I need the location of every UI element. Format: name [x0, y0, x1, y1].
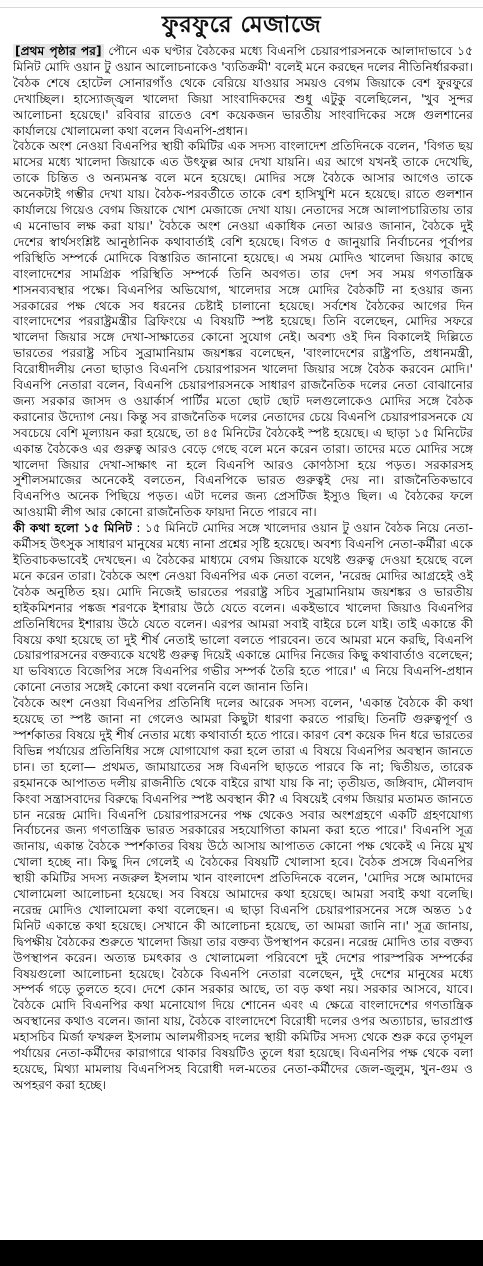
- headline-container: [0, 8, 483, 42]
- paragraph-4: বৈঠকে অংশ নেওয়া বিএনপির প্রতিনিধি দলের আরেক সদস্য বলেন, 'একান্ত বৈঠকে কী কথা হয়েছে তা স্পষ্ট জানা না গেলেও আমরা কিছুটা ধারণা করতে পারছি। তিনটি গুরুত্বপূর্ণ ও স্পর্শকাতর বিষয়ে দুই শীর্ষ নেতার মধ্যে কথাবার্তা হতে পারে। কারণ বেশ কয়েক দিন ধরে ভারতের বিভিন্ন পর্যায়ের প্রতিনিধির সঙ্গে যোগাযোগ করা হলে তারা এ বিষয়ে বিএনপির অবস্থান জানতে চান। তা হলো— প্রথমত, জামায়াতের সঙ্গ বিএনপি ছাড়তে পারবে কি না; দ্বিতীয়ত, তারেক রহমানকে আপাতত দলীয় রাজনীতি থেকে বাইরে রাখা যায় কি না; তৃতীয়ত, জঙ্গিবাদ, মৌলবাদ কিংবা সন্ত্রাসবাদের বিরুদ্ধে বিএনপির স্পষ্ট অবস্থান কী? এ বিষয়েই বেগম জিয়ার মতামত জানতে চান নরেন্দ্র মোদি। বিএনপি চেয়ারপারসনের পক্ষ থেকেও সবার অংশগ্রহণে একটি গ্রহণযোগ্য নির্বাচনের জন্য গণতান্ত্রিক ভারত সরকারের সহযোগিতা কামনা করা হতে পারে।' বিএনপি সূত্র জানায়, একান্ত বৈঠকে স্পর্শকাতর বিষয় উঠে আসায় আপাতত কোনো পক্ষ থেকেই এ নিয়ে মুখ খোলা হচ্ছে না। কিছু দিন গেলেই এ বৈঠকের বিষয়টি খোলাসা হবে। বৈঠক প্রসঙ্গে বিএনপির স্থায়ী কমিটির সদস্য নজরুল ইসলাম খান বাংলাদেশ প্রতিদিনকে বলেন, 'মোদির সঙ্গে আমাদের খোলামেলা আলোচনা হয়েছে। সব বিষয়ে আমাদের কথা হয়েছে। আমরা সবাই কথা বলেছি। নরেন্দ্র মোদিও খোলামেলা কথা বলেছেন। এ ছাড়া বিএনপি চেয়ারপারসনের সঙ্গে অন্তত ১৫ মিনিট একান্তে কথা হয়েছে। সেখানে কী আলোচনা হয়েছে, তা আমরা জানি না।' সূত্র জানায়, দ্বিপক্ষীয় বৈঠকের শুরুতে খালেদা জিয়া তার বক্তব্য উপস্থাপন করেন। নরেন্দ্র মোদিও তার বক্তব্য উপস্থাপন করেন। অত্যন্ত চমৎকার ও খোলামেলা পরিবেশে দুই দেশের পারস্পরিক সম্পর্কের বিষয়গুলো আলোচনা হয়েছে। বৈঠকে বিএনপি নেতারা বলেছেন, দুই দেশের মানুষের মধ্যে সম্পর্ক গড়ে তুলতে হবে। দেশে কোন সরকার আছে, তা বড় কথা নয়। সরকার আসবে, যাবে। বৈঠকে মোদি বিএনপির কথা মনোযোগ দিয়ে শোনেন এবং এ ক্ষেত্রে বাংলাদেশের গণতান্ত্রিক অবস্থানের কথাও বলেন। জানা যায়, বৈঠকে বাংলাদেশে বিরোধী দলের ওপর অত্যাচার, ভারপ্রাপ্ত মহাসচিব মির্জা ফখরুল ইসলাম আলমগীরসহ দলের স্থায়ী কমিটির সদস্য থেকে শুরু করে তৃণমূল পর্যায়ের নেতা-কর্মীদের কারাগারে থাকার বিষয়টিও তুলে ধরা হয়েছে। বিএনপির পক্ষ থেকে বলা হয়েছে, মিথ্যা মামলায় বিএনপিসহ বিরোধী দল-মতের নেতা-কর্মীদের জেল-জুলুম, খুন-গুম ও অপহরণ করা হচ্ছে।: [13, 696, 473, 1092]
- headline: ফুরফুরে মেজাজে: [161, 11, 322, 38]
- paragraph-2: বৈঠকে অংশ নেওয়া বিএনপির স্থায়ী কমিটির এক সদস্য বাংলাদেশ প্রতিদিনকে বলেন, 'বিগত ছয় মাসের মধ্যে খালেদা জিয়াকে এত উৎফুল্ল আর দেখা যায়নি। এর আগে যখনই তাকে দেখেছি, তাকে চিন্তিত ও অন্যমনস্ক বলে মনে হয়েছে। মোদির সঙ্গে বৈঠকে আসার আগেও তাকে অনেকটাই গম্ভীর দেখা যায়। বৈঠক-পরবর্তীতে তাকে বেশ হাসিখুশি মনে হয়েছে। রাতে গুলশান কার্যালয়ে গিয়েও বেগম জিয়াকে খোশ মেজাজে দেখা যায়। নেতাদের সঙ্গে আলাপচারিতায় তার এ মনোভাব লক্ষ করা যায়।' বৈঠকে অংশ নেওয়া একাধিক নেতা আরও জানান, বৈঠকে দুই দেশের স্বার্থসংশ্লিষ্ট আনুষ্ঠানিক কথাবার্তাই বেশি হয়েছে। বিগত ৫ জানুয়ারি নির্বাচনের পূর্বাপর পরিস্থিতি সম্পর্কে মোদিকে বিস্তারিত জানানো হয়েছে। এ সময় মোদিও খালেদা জিয়ার কাছে বাংলাদেশের সামগ্রিক পরিস্থিতি সম্পর্কে তিনি অবগত। তার দেশ সব সময় গণতান্ত্রিক শাসনব্যবস্থার পক্ষে। বিএনপির অভিযোগ, খালেদার সঙ্গে মোদির বৈঠকটি না হওয়ার জন্য সরকারের পক্ষ থেকে সব ধরনের চেষ্টাই চালানো হয়েছে। সর্বশেষ বৈঠকের আগের দিন বাংলাদেশের পররাষ্ট্রমন্ত্রীর ব্রিফিংয়ে এ বিষয়টি স্পষ্ট হয়েছে। তিনি বলেছেন, মোদির সফরে খালেদা জিয়ার সঙ্গে দেখা-সাক্ষাতের কোনো সুযোগ নেই। অবশ্য ওই দিন বিকালেই দিল্লিতে ভারতের পররাষ্ট্র সচিব সুব্রামানিয়াম জয়শঙ্কর বলেছেন, 'বাংলাদেশের রাষ্ট্রপতি, প্রধানমন্ত্রী, বিরোধীদলীয় নেতা ছাড়াও বিএনপি চেয়ারপারসন খালেদা জিয়ার সঙ্গে বৈঠক করবেন মোদি।' বিএনপি নেতারা বলেন, বিএনপি চেয়ারপারসনকে সাধারণ রাজনৈতিক দলের নেতা বোঝানোর জন্য সরকার জাসদ ও ওয়ার্কার্স পার্টির মতো ছোট ছোট দলগুলোকেও মোদির সঙ্গে বৈঠক করানোর উদ্যোগ নেয়। কিন্তু সব রাজনৈতিক দলের নেতাদের চেয়ে বিএনপি চেয়ারপারসনকে যে সবচেয়ে বেশি মূল্যায়ন করা হয়েছে, তা ৪৫ মিনিটের বৈঠকেই স্পষ্ট হয়েছে। এ ছাড়া ১৫ মিনিটের একান্ত বৈঠকেও এর গুরুত্ব আরও বেড়ে গেছে বলে মনে করেন তারা। তাদের মতে মোদির সঙ্গে খালেদা জিয়ার দেখা-সাক্ষাৎ না হলে বিএনপি আরও কোণঠাসা হয়ে পড়ত। সরকারসহ সুশীলসমাজের অনেকেই বলতেন, বিএনপিকে ভারত গুরুত্বই দেয় না। রাজনৈতিকভাবে বিএনপিও অনেক পিছিয়ে পড়ত। এটা দলের জন্য প্রেসটিজ ইস্যুও ছিল। এ বৈঠকের ফলে আওয়ামী লীগ আর কোনো রাজনৈতিক ফায়দা নিতে পারবে না।: [13, 139, 473, 520]
- article-body: [13, 44, 473, 1240]
- continued-from-tag: [প্রথম পৃষ্ঠার পর]: [15, 44, 102, 58]
- bottom-black-bar: [0, 1240, 483, 1266]
- paragraph-3-text: : ১৫ মিনিটে মোদির সঙ্গে খালেদার ওয়ান টু ওয়ান বৈঠক নিয়ে নেতা-কর্মীসহ উৎসুক সাধারণ মানুষের মধ্যে নানা প্রশ্নের সৃষ্টি হয়েছে। অবশ্য বিএনপি নেতা-কর্মীরা একে ইতিবাচকভাবেই দেখছেন। এ বৈঠকের মাধ্যমে বেগম জিয়াকে যথেষ্ট গুরুত্ব দেওয়া হয়েছে বলে মনে করেন তারা। বৈঠকে অংশ নেওয়া বিএনপির এক নেতা বলেন, 'নরেন্দ্র মোদির আগ্রহেই ওই বৈঠক অনুষ্ঠিত হয়। মোদি নিজেই ভারতের পররাষ্ট্র সচিব সুব্রামানিয়াম জয়শঙ্কর ও ভারতীয় হাইকমিশনার পঙ্কজ শরণকে ইশারায় উঠে যেতে বলেন। একইভাবে খালেদা জিয়াও বিএনপির প্রতিনিধিদের ইশারায় উঠে যেতে বলেন। এরপর আমরা সবাই বাইরে চলে যাই। তাই একান্তে কী বিষয়ে কথা হয়েছে তা দুই শীর্ষ নেতাই ভালো বলতে পারবেন। তবে আমরা মনে করছি, বিএনপি চেয়ারপারসনের বক্তব্যকে যথেষ্ট গুরুত্ব দিয়েই একান্তে মোদির নিজের কিছু কথাবার্তাও বলেছেন; যা ভবিষ্যতে বিজেপির সঙ্গে বিএনপির গভীর সম্পর্ক তৈরি হতে পারে।' এ নিয়ে বিএনপি-প্রধান কোনো নেতার সঙ্গেই কোনো কথা বলেননি বলে জানান তিনি।: [13, 521, 473, 695]
- subheading: কী কথা হলো ১৫ মিনিট: [13, 521, 132, 536]
- paragraph-1-text: পৌনে এক ঘণ্টার বৈঠকের মধ্যে বিএনপি চেয়ারপারসনকে আলাদাভাবে ১৫ মিনিট মোদি ওয়ান টু ওয়ান আলোচনাকেও 'ব্যতিক্রমী' বলেই মনে করছেন দলের নীতিনির্ধারকরা। বৈঠক শেষে হোটেল সোনারগাঁও থেকে বেরিয়ে যাওয়ার সময়ও বেগম জিয়াকে বেশ ফুরফুরে দেখাচ্ছিল। হাস্যোজ্জ্বল খালেদা জিয়া সাংবাদিকদের শুধু এটুকু বলেছিলেন, 'খুব সুন্দর আলোচনা হয়েছে।' রবিবার রাতেও বেশ কয়েকজন ভারতীয় সাংবাদিকের সঙ্গে গুলশানের কার্যালয়ে খোলামেলা কথা বলেন বিএনপি-প্রধান।: [13, 44, 473, 138]
- paragraph-3: [13, 521, 473, 696]
- paragraph-1: [13, 44, 473, 139]
